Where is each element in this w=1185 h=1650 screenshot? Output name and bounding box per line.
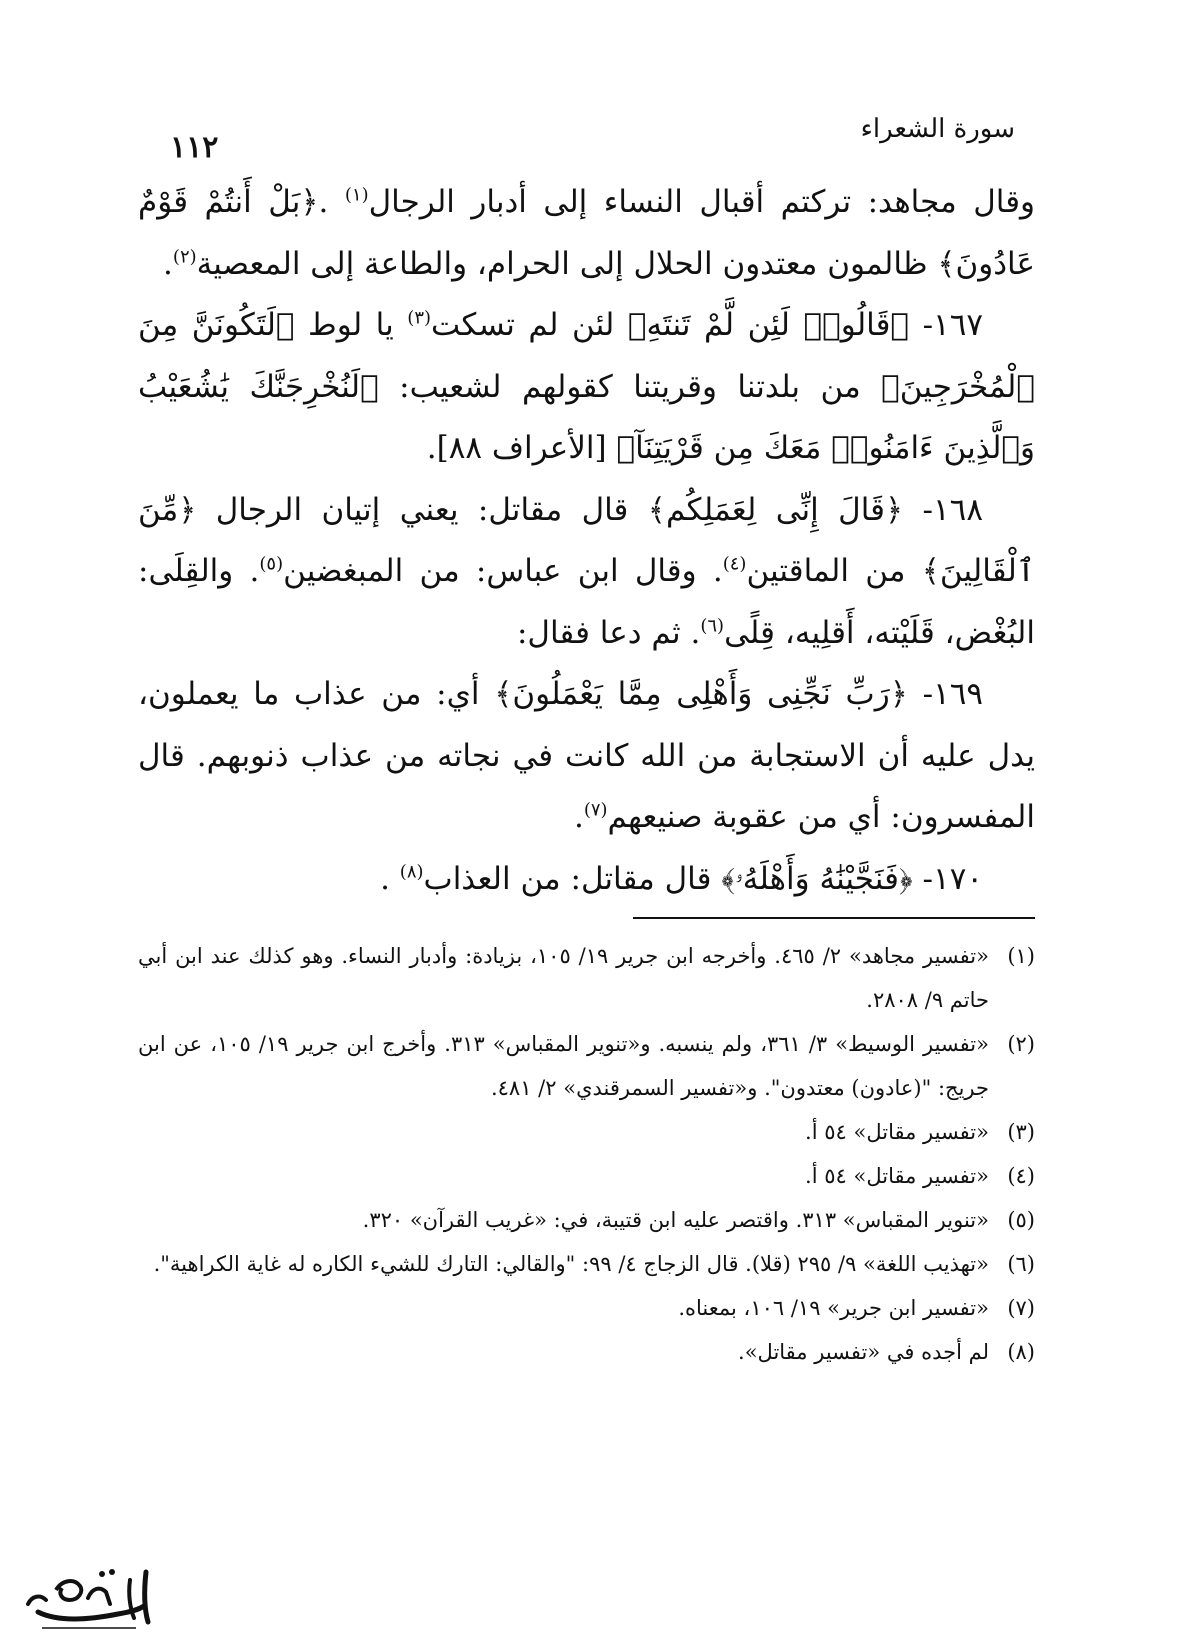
footnote-8 xyxy=(138,1330,1035,1374)
footnote-text: «تفسير مقاتل» ٥٤ أ. xyxy=(805,1164,989,1188)
text-run: . xyxy=(573,799,584,835)
surah-name: سورة الشعراء xyxy=(860,114,1015,144)
quran-quote: ﴿فَنَجَّيْنَٰهُ وَأَهْلَهُۥ﴾ xyxy=(721,860,913,897)
quran-quote: ﴿رَبِّ نَجِّنِى وَأَهْلِى مِمَّا يَعْمَلُونَ﴾ xyxy=(494,676,908,712)
footnote-ref: (٨) xyxy=(399,861,424,883)
text-run: . xyxy=(318,184,345,220)
library-stamp-logo xyxy=(18,1560,168,1635)
footnote-text: «تفسير مقاتل» ٥٤ أ. xyxy=(805,1120,989,1144)
footnote-text: «تنوير المقباس» ٣١٣. واقتصر عليه ابن قتيبة، في: «غريب القرآن» ٣٢٠. xyxy=(362,1208,989,1232)
verse-number: ١٦٧- xyxy=(909,307,983,343)
footnote-5 xyxy=(138,1198,1035,1242)
paragraph-168 xyxy=(138,480,1035,665)
footnote-ref: (٦) xyxy=(700,615,725,637)
footnote-number: (١) xyxy=(1007,944,1035,968)
main-text xyxy=(138,172,1035,910)
footnote-ref: (٢) xyxy=(172,246,197,268)
text-run: ظالمون معتدون الحلال إلى الحرام، والطاعة إلى المعصية xyxy=(196,245,938,282)
footnote-3 xyxy=(138,1110,1035,1154)
footnote-number: (٦) xyxy=(1007,1252,1035,1276)
running-head xyxy=(170,112,1015,165)
paragraph-167 xyxy=(138,295,1035,480)
footnote-4 xyxy=(138,1154,1035,1198)
footnote-1 xyxy=(138,934,1035,1022)
footnote-number: (٤) xyxy=(1007,1164,1035,1188)
footnote-text: لم أجده في «تفسير مقاتل». xyxy=(738,1340,989,1364)
footnote-number: (٧) xyxy=(1007,1296,1035,1320)
page-number: ١١٢ xyxy=(170,130,219,165)
quran-quote: ﴿بَلْ أَنتُمْ قَوْمٌ عَادُونَ﴾ xyxy=(138,184,1035,282)
paragraph-169 xyxy=(138,664,1035,849)
text-run: أي: من عذاب ما يعملون، يدل عليه أن الاستجابة من الله كانت في نجاته من عذاب ذنوبهم. قال المفسرون: أي من عقوبة صنيعهم xyxy=(138,676,1035,835)
footnote-number: (٣) xyxy=(1007,1120,1035,1144)
text-run: قال مقاتل: من العذاب xyxy=(423,860,722,897)
paragraph-1 xyxy=(138,172,1035,295)
footnote-text: «تفسير الوسيط» ٣/ ٣٦١، ولم ينسبه. و«تنوير المقباس» ٣١٣. وأخرج ابن جرير ١٩/ ١٠٥، عن ابن جريج: "(عادون) معتدون". و«تفسير السمرقندي» ٢/ ٤٨١. xyxy=(138,1032,989,1100)
footnote-ref: (٣) xyxy=(407,307,432,329)
verse-number: ١٦٩- xyxy=(907,676,984,712)
text-run: . وقال ابن عباس: من المبغضين xyxy=(283,553,723,589)
footnote-number: (٥) xyxy=(1007,1208,1035,1232)
text-run: يا لوط xyxy=(294,307,408,343)
footnote-2 xyxy=(138,1022,1035,1110)
footnote-ref: (١) xyxy=(344,184,369,206)
footnote-ref: (٥) xyxy=(259,553,284,575)
quran-quote: ﴿قَالَ إِنِّى لِعَمَلِكُم﴾ xyxy=(647,491,904,528)
text-run: . xyxy=(163,245,173,282)
footnotes xyxy=(138,934,1035,1374)
footnote-text: «تهذيب اللغة» ٩/ ٢٩٥ (قلا). قال الزجاج ٤/ ٩٩: "والقالي: التارك للشيء الكاره له غاية الكراهية". xyxy=(153,1252,989,1276)
footnote-7 xyxy=(138,1286,1035,1330)
footnote-text: «تفسير ابن جرير» ١٩/ ١٠٦، بمعناه. xyxy=(678,1296,989,1320)
footnote-number: (٢) xyxy=(1007,1032,1035,1056)
footnote-ref: (٧) xyxy=(583,799,608,821)
text-run: . والقِلَى: البُغْض، قَلَيْته، أَقلِيه، قِلًى xyxy=(138,553,1035,651)
text-run: من الماقتين xyxy=(746,553,922,589)
paragraph-170 xyxy=(138,849,1035,911)
footnote-number: (٨) xyxy=(1007,1340,1035,1364)
text-run: قال مقاتل: يعني إتيان الرجال xyxy=(196,491,648,528)
text-run: . xyxy=(380,860,400,897)
footnote-text: «تفسير مجاهد» ٢/ ٤٦٥. وأخرجه ابن جرير ١٩/ ١٠٥، بزيادة: وأدبار النساء. وهو كذلك عند ابن أبي حاتم ٩/ ٢٨٠٨. xyxy=(138,944,989,1012)
text-run: وقال مجاهد: تركتم أقبال النساء إلى أدبار الرجال xyxy=(368,184,1035,220)
verse-number: ١٧٠- xyxy=(912,860,983,897)
footnote-divider xyxy=(633,917,1035,919)
quran-quote: ﴿قَالُوا۟ لَئِن لَّمْ تَنتَهِ﴾ xyxy=(627,307,910,343)
quran-quote: ﴿لَتَكُونَنَّ مِنَ ٱلْمُخْرَجِينَ﴾ xyxy=(138,307,1035,405)
text-run: [الأعراف ٨٨]. xyxy=(426,430,617,466)
quran-quote: ﴿لَنُخْرِجَنَّكَ يَٰشُعَيْبُ وَٱلَّذِينَ ءَامَنُوا۟ مَعَكَ مِن قَرْيَتِنَآ﴾ xyxy=(138,368,1035,466)
text-run: من بلدتنا وقريتنا كقولهم لشعيب: xyxy=(378,368,882,405)
text-run: . ثم دعا فقال: xyxy=(516,614,701,651)
verse-number: ١٦٨- xyxy=(903,491,983,528)
quran-quote: ﴿مِّنَ ٱلْقَالِينَ﴾ xyxy=(138,491,1035,589)
footnote-6 xyxy=(138,1242,1035,1286)
text-run: لئن لم تسكت xyxy=(431,307,628,343)
footnote-ref: (٤) xyxy=(722,553,747,575)
